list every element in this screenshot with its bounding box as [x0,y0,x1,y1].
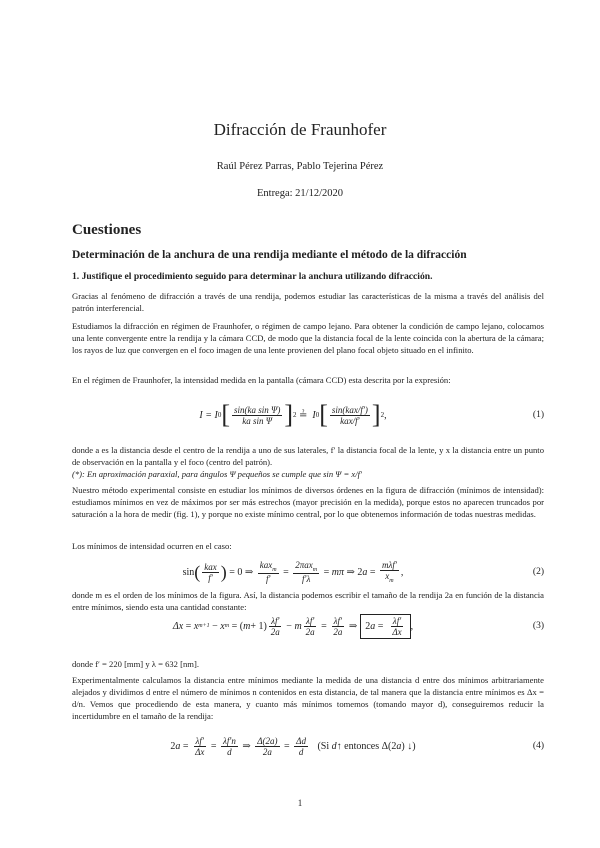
paragraph-constants: donde f′ = 220 [mm] y λ = 632 [nm]. [72,659,199,669]
paper-title: Difracción de Fraunhofer [213,120,387,139]
equation-3-body: Δx = x m+1 − x m = ( m + 1) $\frac{\lambda f'}{2a}$ − m $\frac{\lambda f'}{2a}$ = $\frac{\lambda f'}{2a}$ ⇒ 2a = $\frac{\lambda f'}{\Delta x}$ , [172,615,414,637]
paragraph-method: Nuestro método experimental consiste en estudiar los mínimos de diversos órdenes en la figura de difracción (mínimos de intensidad): estudiamos mínimos en vez de máximos por ser más estrechos (mayor precisión en la medida), porque estos no aparecen truncados por saturación a la hora de medir (fig. 1), y porque no existe mínimo central, por lo que obtenemos información de todas nuestras medidas. [72,485,544,519]
paper-authors: Raúl Pérez Parras, Pablo Tejerina Pérez [216,161,384,172]
subsection-heading: Determinación de la anchura de una rendija mediante el método de la difracción [72,249,467,261]
paper-date: Entrega: 21/12/2020 [256,188,344,199]
paragraph-intro: Gracias al fenómeno de difracción a través de una rendija, podemos estudiar las características de la misma a través del análisis del patrón interferencial. [72,291,544,313]
equation-3 [72,606,544,646]
boxed-result: 2a = $\frac{\lambda f'}{\Delta x}$ [360,614,410,639]
equation-2-body: sin ( $\frac{\text{kax}}{f'}$ ) = 0 ⇒ $\frac{kax_m}{f'}$ = $\frac{2\pi ax_m}{f'\lambda}$ = mπ ⇒ 2 a = $\frac{\text{mλf′}}{x_m}$ , [182,560,404,584]
question-heading: 1. Justifique el procedimiento seguido para determinar la anchura utilizando difracción. [72,271,433,282]
equation-1-body: I = I 0 [ $\frac{\text{sin(ka sin Ψ)}}{\text{ka sin Ψ}}$ ] 2 ≟ I 0 [ $\frac{\text{sin(kax/f′)}}{\text{kax/f′}}$ ] 2 , [199,400,387,429]
equation-2-number: (2) [532,567,544,577]
paragraph-intensity: En el régimen de Fraunhofer, la intensidad medida en la pantalla (cámara CCD) esta descrita por la expresión: [72,375,451,385]
paraxial-note: (*): En aproximación paraxial, para ángulos Ψ pequeños se cumple que sin Ψ = x/f′ [72,469,362,479]
page-number: 1 [297,798,303,808]
paragraph-variables: donde a es la distancia desde el centro de la rendija a uno de sus laterales, f′ la distancia focal de la lente, y x la distancia entre un punto de observación en la pantalla y el foco (centro del patrón). [72,445,544,467]
equation-3-number: (3) [532,621,544,631]
paragraph-minima: Los mínimos de intensidad ocurren en el caso: [72,541,232,551]
equation-4-body: 2 a = $\frac{\lambda f'}{\Delta x}$ = $\frac{\lambda f'n}{d}$ ⇒ $\frac{\Delta(2a)}{2a}$ = $\frac{\Delta d}{d}$ (Si d ↑ entonces Δ(2 a ) ↓) [170,735,416,757]
paragraph-fraunhofer: Estudiamos la difracción en régimen de Fraunhofer, o régimen de campo lejano. Para obtener la condición de campo lejano, colocamos una lente convergente entre la rendija y la cámara CCD, de modo que la distancia focal de la lente coincida con la abertura de la cámara; los rayos de luz que convergen en el foco imagen de una lente provienen del plano focal objeto situado en el infinito. [72,321,544,355]
paragraph-experimental: Experimentalmente calculamos la distancia entre mínimos mediante la medida de una distancia d entre dos mínimos arbitrariamente alejados y dividimos d entre el número de mínimos n contenidos en esta distancia, de tal manera que la distancia entre mínimos es Δx = d/n. Vemos que procediendo de esta manera, y cuanto más mínimos tomemos (tomando mayor d), conseguiremos reducir la incertidumbre en el tamaño de la rendija: [72,675,544,721]
paragraph-order: donde m es el orden de los mínimos de la figura. Así, la distancia podemos escribir el tamaño de la rendija 2a en función de la distancia entre mínimos, siendo esta una cantidad constante: [72,590,544,612]
equation-4 [72,726,544,766]
equation-2 [72,552,544,592]
equation-4-number: (4) [532,741,544,751]
equation-1 [72,395,544,435]
equation-1-number: (1) [532,410,544,420]
section-heading: Cuestiones [72,222,142,238]
